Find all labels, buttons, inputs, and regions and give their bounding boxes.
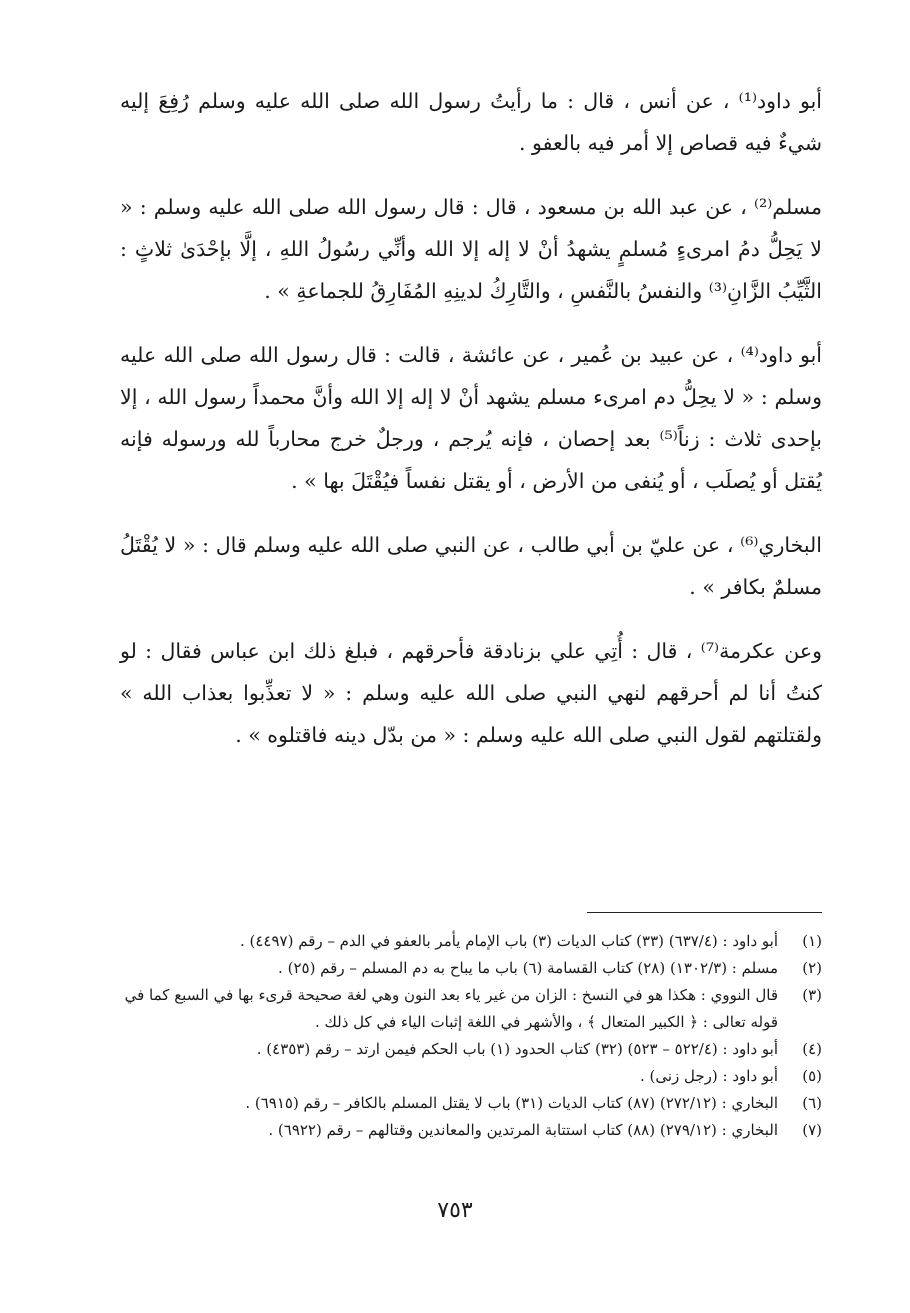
footnote-text: أبو داود : (٦٣٧/٤) (٣٣) كتاب الديات (٣) باب الإمام يأمر بالعفو في الدم – رقم (٤٤٩٧) . xyxy=(239,932,778,950)
footnote-text: قال النووي : هكذا هو في النسخ : الزان من غير ياء بعد النون وهي لغة صحيحة قرىء بها في السبع كما في قوله تعالى : ﴿ الكبير المتعال ﴾ ، والأشهر في اللغة إثبات الياء في كل ذلك . xyxy=(124,986,778,1031)
footnote-number: (٢) xyxy=(802,959,822,977)
hadith-paragraph-4: البخاري⁽⁶⁾ ، عن عليّ بن أبي طالب ، عن النبي صلى الله عليه وسلم قال : « لا يُقْتَلُ مسلمٌ بكافر » . xyxy=(120,533,822,599)
page-number: ٧٥٣ xyxy=(437,1198,473,1223)
footnote xyxy=(120,1090,822,1117)
footnote-text: مسلم : (١٣٠٢/٣) (٢٨) كتاب القسامة (٦) باب ما يباح به دم المسلم – رقم (٢٥) . xyxy=(278,959,778,977)
footnote-number: (٧) xyxy=(802,1121,822,1139)
footnote-separator xyxy=(587,912,822,913)
footnote xyxy=(120,928,822,955)
footnote-number: (١) xyxy=(802,932,822,950)
footnote-number: (٣) xyxy=(802,986,822,1004)
footnote-text: البخاري : (٢٧٩/١٢) (٨٨) كتاب استتابة المرتدين والمعاندين وقتالهم – رقم (٦٩٢٢) . xyxy=(268,1121,778,1139)
footnote xyxy=(120,1117,822,1144)
footnote xyxy=(120,982,822,1036)
footnote-number: (٦) xyxy=(802,1094,822,1112)
footnote xyxy=(120,1036,822,1063)
hadith-paragraph-5: وعن عكرمة⁽⁷⁾ ، قال : أُتِي علي بزنادقة فأحرقهم ، فبلغ ذلك ابن عباس فقال : لو كنتُ أنا لم أحرقهم لنهي النبي صلى الله عليه وسلم : « لا تعذِّبوا بعذاب الله » ولقتلتهم لقول النبي صلى الله عليه وسلم : « من بدّل دينه فاقتلوه » . xyxy=(120,639,822,747)
footnote-text: البخاري : (٢٧٢/١٢) (٨٧) كتاب الديات (٣١) باب لا يقتل المسلم بالكافر – رقم (٦٩١٥) . xyxy=(245,1094,778,1112)
hadith-paragraph-2: مسلم⁽²⁾ ، عن عبد الله بن مسعود ، قال : قال رسول الله صلى الله عليه وسلم : « لا يَحِلُّ دمُ امرىءٍ مُسلمٍ يشهدُ أنْ لا إله إلا الله وأنِّي رسُولُ اللهِ ، إلَّا بإحْدَىٰ ثلاثٍ : الثَّيِّبُ الزَّانِ⁽³⁾ والنفسُ بالنَّفسِ ، والتَّارِكُ لدينِهِ المُفَارِقُ للجماعةِ » . xyxy=(120,195,822,303)
footnote-text: أبو داود : (رجل زنى) . xyxy=(639,1067,778,1085)
hadith-paragraph-1: أبو داود⁽¹⁾ ، عن أنس ، قال : ما رأيتُ رسول الله صلى الله عليه وسلم رُفِعَ إليه شيءٌ فيه قصاص إلا أمر فيه بالعفو . xyxy=(120,89,822,155)
footnote-text: أبو داود : (٥٢٢/٤ – ٥٢٣) (٣٢) كتاب الحدود (١) باب الحكم فيمن ارتد – رقم (٤٣٥٣) . xyxy=(256,1040,778,1058)
main-text xyxy=(120,80,822,778)
footnote xyxy=(120,955,822,982)
footnote xyxy=(120,1063,822,1090)
footnotes xyxy=(120,928,822,1144)
hadith-paragraph-3: أبو داود⁽⁴⁾ ، عن عبيد بن عُمير ، عن عائشة ، قالت : قال رسول الله صلى الله عليه وسلم : « لا يحِلُّ دم امرىء مسلم يشهد أنْ لا إله إلا الله وأنَّ محمداً رسول الله ، إلا بإحدى ثلاث : زناً⁽⁵⁾ بعد إحصان ، فإنه يُرجم ، ورجلٌ خرج محارباً لله ورسوله فإنه يُقتل أو يُصلَب ، أو يُنفى من الأرض ، أو يقتل نفساً فيُقْتَلَ بها » . xyxy=(120,343,822,493)
footnote-number: (٥) xyxy=(802,1067,822,1085)
footnote-number: (٤) xyxy=(802,1040,822,1058)
